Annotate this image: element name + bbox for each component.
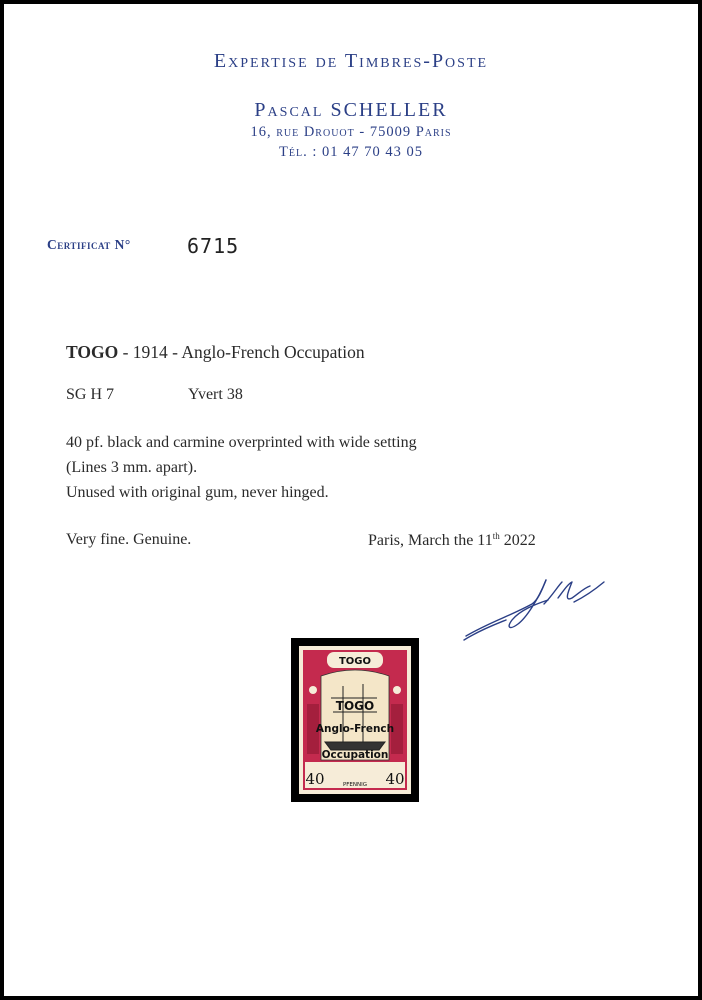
expert-name: Pascal SCHELLER <box>254 99 448 121</box>
certificate-number: 6715 <box>187 234 240 258</box>
date-suffix: th <box>492 531 500 541</box>
description-line-1: 40 pf. black and carmine overprinted with wide setting <box>66 434 417 451</box>
certificate-sheet <box>4 4 698 996</box>
certificate-label: Certificat N° <box>47 237 131 252</box>
stamp-image <box>291 638 419 802</box>
description-line-2: (Lines 3 mm. apart). <box>66 459 198 476</box>
overprint-line-2: Anglo-French <box>315 723 395 735</box>
stamp-title <box>66 342 365 363</box>
expert-signature <box>460 574 610 649</box>
sg-number: SG H 7 <box>66 386 115 403</box>
overprint-line-3: Occupation <box>321 749 389 761</box>
stamp-value-left: 40 <box>305 770 325 788</box>
header-title: Expertise de Timbres-Poste <box>213 50 489 72</box>
stamp-country: TOGO <box>66 342 119 362</box>
overprint-line-1: TOGO <box>335 699 375 713</box>
date-year: 2022 <box>499 532 536 549</box>
issue-date <box>368 531 536 550</box>
stamp-value-right: 40 <box>385 770 405 788</box>
verdict: Very fine. Genuine. <box>66 531 192 548</box>
stamp-top-label: TOGO <box>338 656 372 667</box>
yvert-number: Yvert 38 <box>188 386 243 403</box>
description-line-3: Unused with original gum, never hinged. <box>66 484 329 501</box>
expert-address: 16, rue Drouot - 75009 Paris <box>250 124 452 140</box>
stamp-bottom-label: PFENNIG <box>342 782 368 788</box>
expert-phone: Tél. : 01 47 70 43 05 <box>279 144 423 160</box>
date-prefix: Paris, March the 11 <box>368 532 493 549</box>
stamp-issue: - 1914 - Anglo-French Occupation <box>118 342 365 362</box>
